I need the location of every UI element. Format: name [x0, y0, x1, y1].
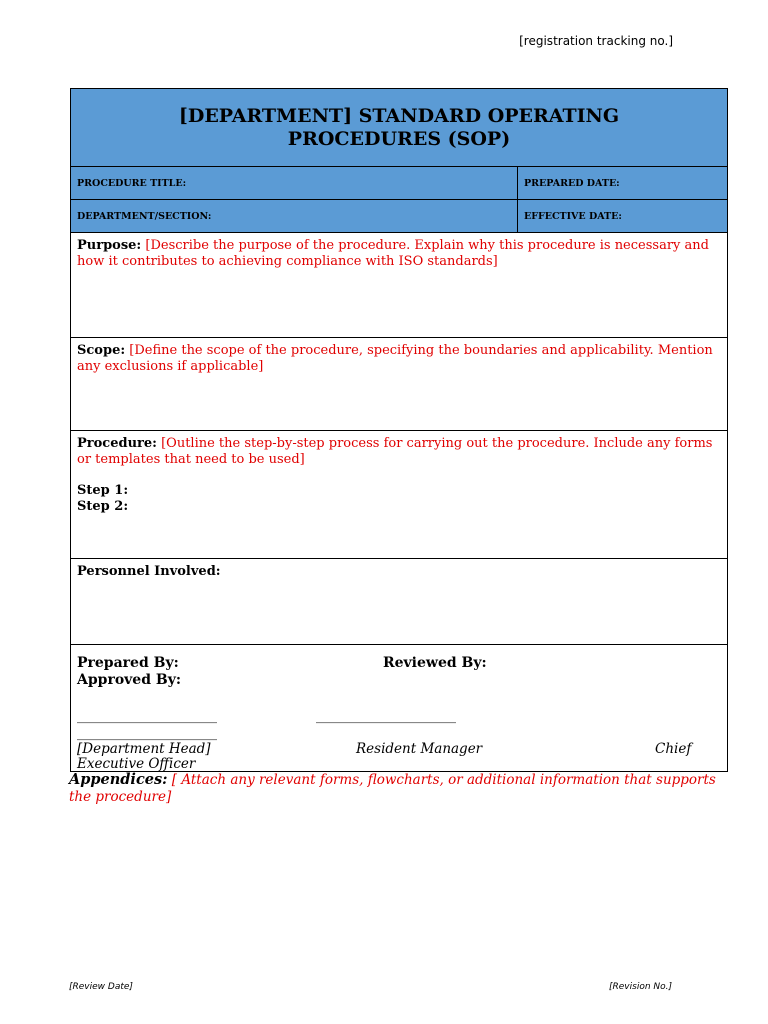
- scope-section[interactable]: [71, 338, 728, 431]
- signature-line-reviewed[interactable]: ____________________: [316, 708, 456, 724]
- revision-number-footer: [Revision No.]: [609, 982, 672, 992]
- signature-section: [71, 645, 728, 772]
- step-2-label: Step 2:: [77, 499, 129, 514]
- department-section-label: DEPARTMENT/SECTION:: [77, 210, 212, 222]
- appendices-label: Appendices:: [69, 771, 168, 788]
- approved-by-label: Approved By:: [77, 672, 181, 688]
- effective-date-label: EFFECTIVE DATE:: [524, 210, 622, 222]
- procedure-text: [Outline the step-by-step process for carrying out the procedure. Include any forms or templates that need to be used]: [77, 436, 713, 467]
- department-head-caption: [Department Head]: [77, 741, 211, 757]
- effective-date-field[interactable]: [518, 200, 728, 233]
- executive-officer-caption: Executive Officer: [77, 756, 196, 772]
- form-title: [71, 89, 728, 167]
- prepared-date-field[interactable]: [518, 167, 728, 200]
- procedure-section[interactable]: [71, 431, 728, 559]
- appendices-section: [69, 771, 729, 806]
- procedure-title-label: PROCEDURE TITLE:: [77, 177, 187, 189]
- scope-text: [Define the scope of the procedure, specifying the boundaries and applicability. Mention any exclusions if applicable]: [77, 343, 713, 374]
- purpose-label: Purpose:: [77, 238, 142, 253]
- registration-tracking-number: [registration tracking no.]: [519, 34, 673, 48]
- purpose-section[interactable]: [71, 233, 728, 338]
- personnel-section[interactable]: [71, 559, 728, 645]
- procedure-title-field[interactable]: [71, 167, 518, 200]
- scope-label: Scope:: [77, 343, 126, 358]
- prepared-by-label: Prepared By:: [77, 655, 179, 671]
- review-date-footer: [Review Date]: [69, 982, 133, 992]
- appendices-text: [ Attach any relevant forms, flowcharts, or additional information that supports the procedure]: [69, 772, 716, 805]
- procedure-label: Procedure:: [77, 436, 157, 451]
- prepared-date-label: PREPARED DATE:: [524, 177, 620, 189]
- reviewed-by-label: Reviewed By:: [383, 655, 487, 671]
- department-section-field[interactable]: [71, 200, 518, 233]
- form-title-line-2: PROCEDURES (SOP): [287, 127, 511, 150]
- signature-line-prepared[interactable]: ____________________: [77, 708, 217, 724]
- form-title-line-1: [DEPARTMENT] STANDARD OPERATING: [178, 104, 620, 127]
- personnel-label: Personnel Involved:: [77, 564, 221, 579]
- sop-form-table: [70, 88, 728, 772]
- signature-line-approved[interactable]: ____________________: [77, 725, 217, 741]
- purpose-text: [Describe the purpose of the procedure. Explain why this procedure is necessary and how it contributes to achieving compliance with ISO standards]: [77, 238, 709, 269]
- resident-manager-caption: Resident Manager: [356, 741, 483, 757]
- chief-caption: Chief: [655, 741, 692, 757]
- step-1-label: Step 1:: [77, 483, 129, 498]
